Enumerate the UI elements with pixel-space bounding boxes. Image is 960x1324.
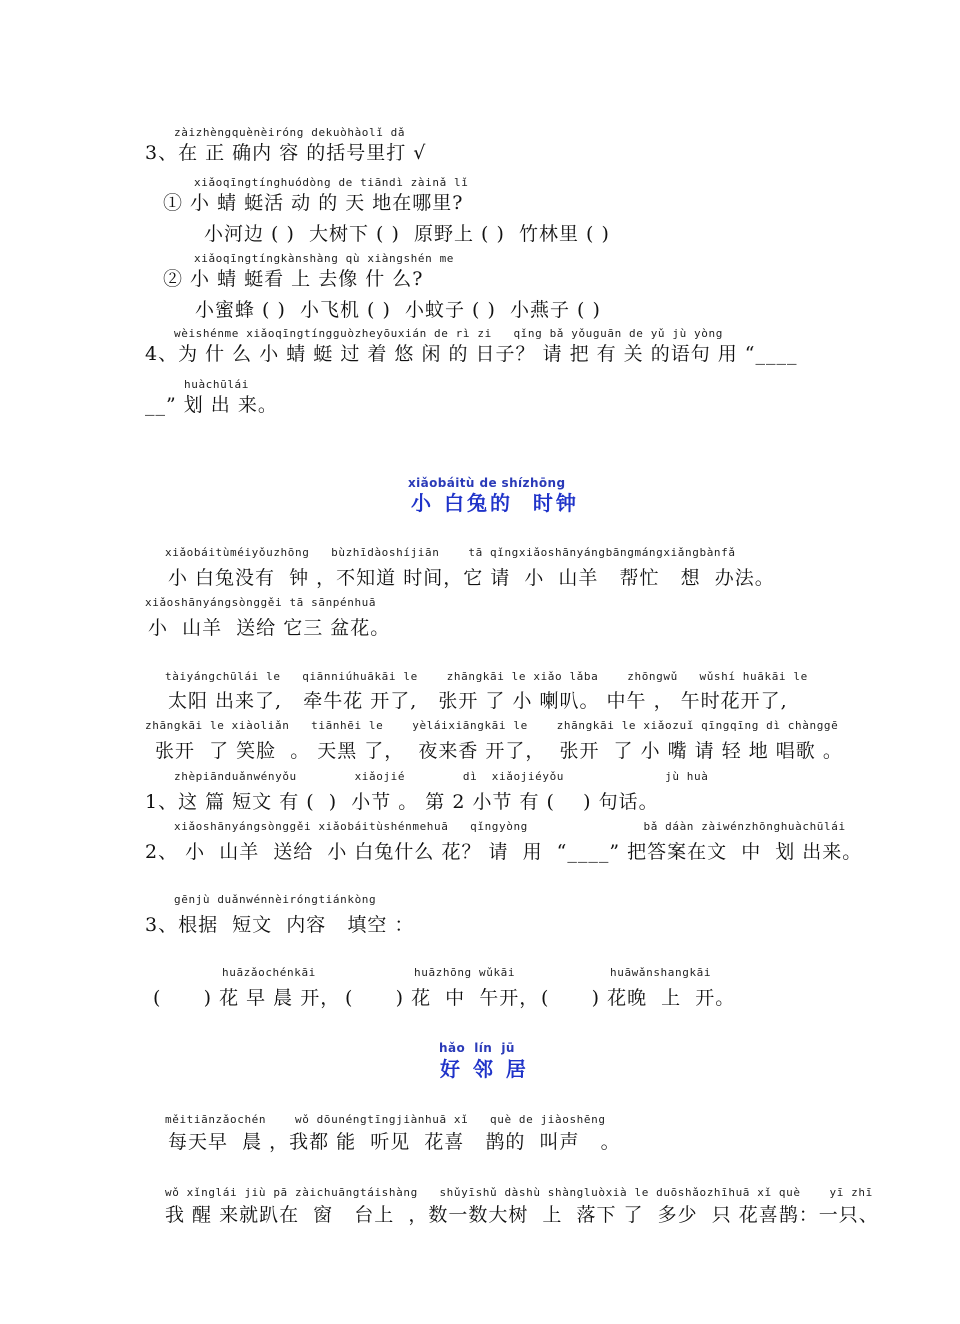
q4-text2: __” 划 出 来。 (145, 394, 278, 416)
p1-text: 小 白兔没有 钟 ，不知道 时间，它 请 小 山羊 帮忙 想 办法。 (168, 567, 775, 589)
q3-pinyin: zàizhèngquènèiróng dekuòhàolǐ dǎ (174, 126, 406, 139)
story2-title: 小 白兔的 时钟 (411, 491, 579, 515)
sub1-options: 小河边 ( ) 大树下 ( ) 原野上 ( ) 竹林里 ( ) (204, 223, 610, 245)
q3-text: 3、在 正 确内 容 的括号里打 √ (145, 142, 427, 164)
sub1-pinyin: xiǎoqīngtínghuódòng de tiāndì zàinǎ lǐ (194, 176, 469, 189)
fill1-pinyin: huāzǎochénkāi (222, 966, 316, 979)
s2-q3-pinyin: gēnjù duǎnwénnèiróngtiánkòng (174, 893, 377, 906)
p1-pinyin: xiǎobáitùméiyǒuzhōng bùzhīdàoshíjiān tā qǐngxiǎoshānyángbāngmángxiǎngbànfǎ (165, 546, 736, 559)
p1-text2: 小 山羊 送给 它三 盆花。 (148, 617, 391, 639)
s3-p2-text: 我 醒 来就趴在 窗 台上 ，数一数大树 上 落下 了 多少 只 花喜鹊：一只、 (165, 1204, 879, 1226)
s3-p1-text: 每天早 晨 ，我都 能 听见 花喜 鹊的 叫声 。 (168, 1131, 621, 1153)
s3-p2-pinyin: wǒ xǐnglái jiù pā zàichuāngtáishàng shǔyīshǔ dàshù shàngluòxià le duōshǎozhīhuā xǐ què yī zhī (165, 1186, 873, 1199)
fill2-pinyin: huāzhōng wǔkāi (414, 966, 516, 979)
story3-title: 好 邻 居 (440, 1057, 529, 1081)
s2-q2-text: 2、 小 山羊 送给 小 白兔什么 花？ 请 用 “____” 把答案在文 中 划 出来。 (145, 841, 863, 863)
p1-pinyin2: xiǎoshānyángsònggěi tā sānpénhuā (145, 596, 377, 609)
sub2-options: 小蜜蜂 ( ) 小飞机 ( ) 小蚊子 ( ) 小燕子 ( ) (195, 299, 601, 321)
story3-title-pinyin: hǎo lín jū (439, 1041, 515, 1055)
fill3-pinyin: huāwǎnshangkāi (610, 966, 712, 979)
sub2-text: ② 小 蜻 蜓看 上 去像 什 么? (163, 268, 424, 290)
p2-pinyin2: zhāngkāi le xiàoliǎn tiānhēi le yèláixiāngkāi le zhāngkāi le xiǎozuǐ qīngqīng dì chànggē (145, 719, 839, 732)
fill1-text: ( ) 花 早 晨 开， (153, 987, 341, 1009)
sub2-pinyin: xiǎoqīngtíngkànshàng qù xiàngshén me (194, 252, 455, 265)
q4-pinyin: wèishénme xiǎoqīngtíngguòzheyōuxián de rì zi qǐng bǎ yǒuguān de yǔ jù yòng (174, 327, 723, 340)
s3-p1-pinyin: měitiānzǎochén wǒ dōunéngtīngjiànhuā xǐ què de jiàoshēng (165, 1113, 606, 1126)
story2-title-pinyin: xiǎobáitù de shízhōng (408, 476, 566, 490)
q4-text: 4、为 什 么 小 蜻 蜓 过 着 悠 闲 的 日子？ 请 把 有 关 的语句 用 “____ (145, 343, 798, 365)
p2-text2: 张开 了 笑脸 。 天黑 了， 夜来香 开了， 张开 了 小 嘴 请 轻 地 唱歌 。 (155, 740, 843, 762)
q4-pinyin2: huàchūlái (184, 378, 250, 391)
p2-pinyin: tàiyángchūlái le qiānniúhuākāi le zhāngkāi le xiǎo lǎba zhōngwǔ wǔshí huākāi le (165, 670, 808, 683)
s2-q1-pinyin: zhèpiānduǎnwényǒu xiǎojié dì xiǎojiéyǒu jù huà (174, 770, 709, 783)
s2-q2-pinyin: xiǎoshānyángsònggěi xiǎobáitùshénmehuā qǐngyòng bǎ dáàn zàiwénzhōnghuàchūlái (174, 820, 846, 833)
fill2-text: ( ) 花 中 午开， (345, 987, 540, 1009)
s2-q3-text: 3、根据 短文 内容 填空 ： (145, 914, 415, 936)
sub1-text: ① 小 蜻 蜓活 动 的 天 地在哪里? (163, 192, 464, 214)
s2-q1-text: 1、这 篇 短文 有 ( ) 小节 。 第 2 小节 有 ( ) 句话。 (145, 791, 659, 813)
p2-text: 太阳 出来了, 牵牛花 开了, 张开 了 小 喇叭。 中午 ， 午时花开了, (168, 690, 788, 712)
fill3-text: ( ) 花晚 上 开。 (541, 987, 736, 1009)
